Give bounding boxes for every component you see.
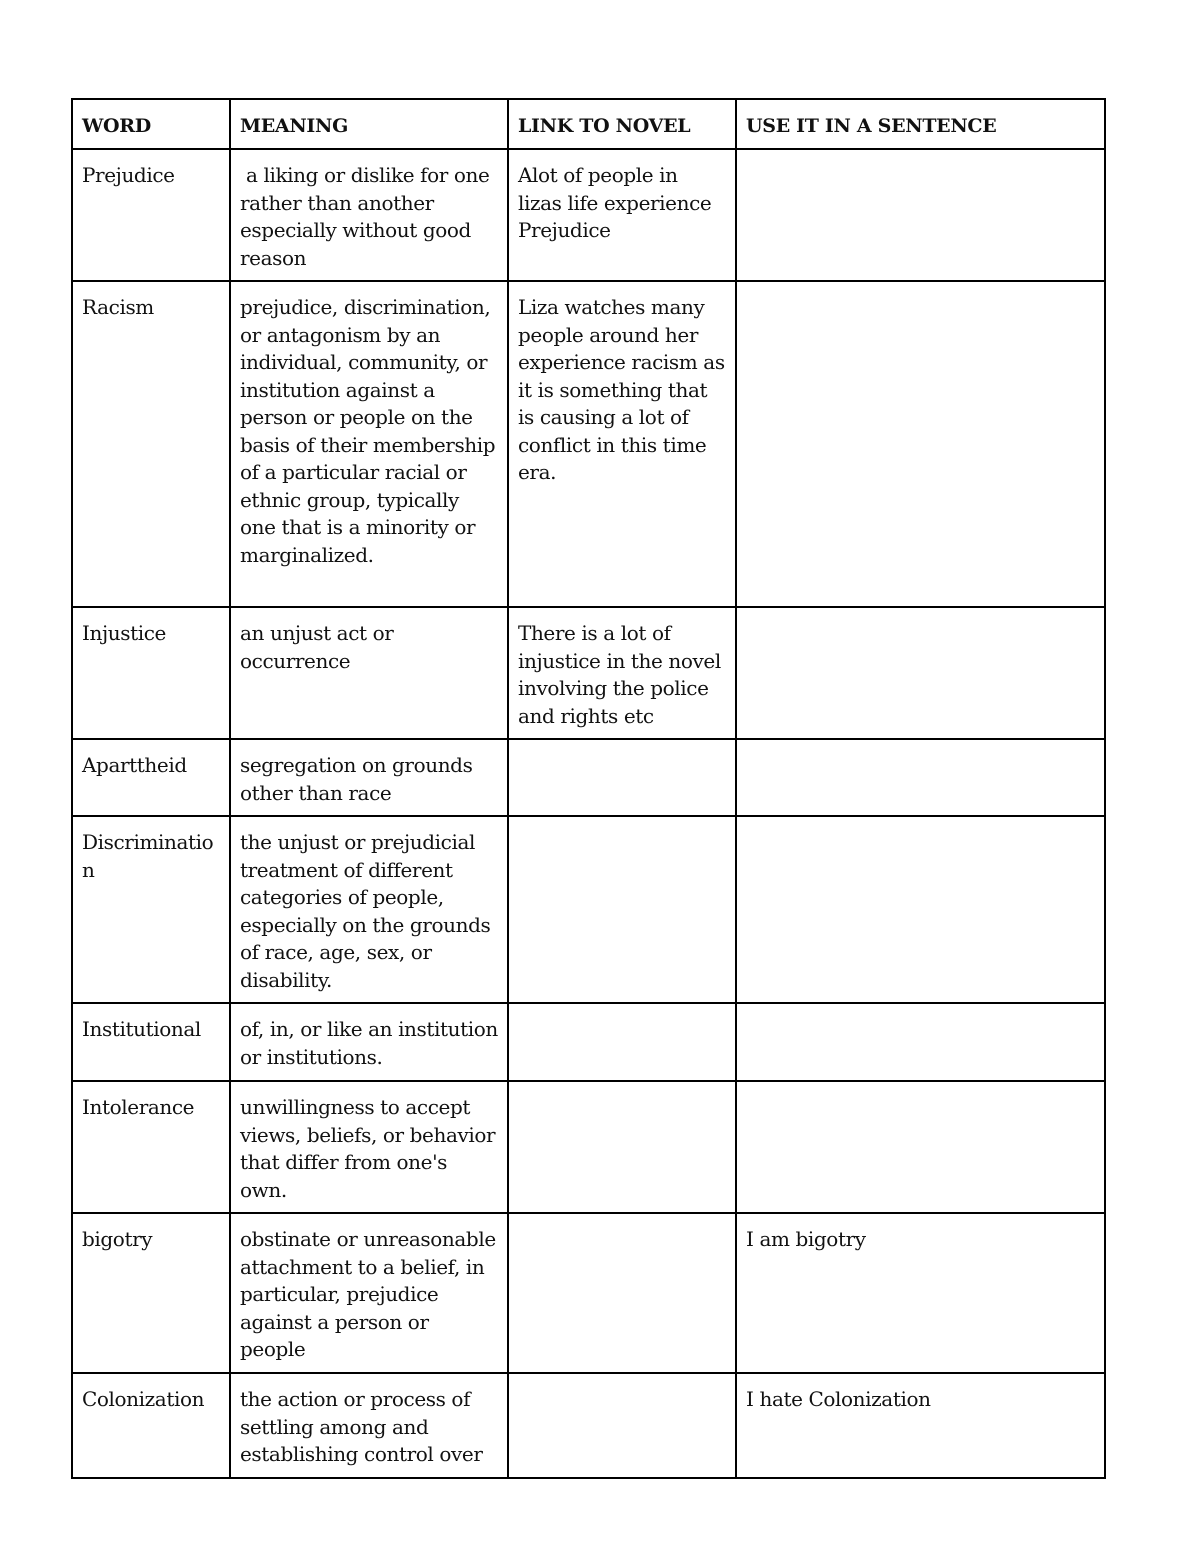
table-row [72, 607, 1105, 739]
link-cell: Alot of people in lizas life experience Prejudice [508, 149, 736, 281]
meaning-cell: a liking or dislike for one rather than another especially without good reason [230, 149, 508, 281]
link-cell [508, 1003, 736, 1081]
link-cell [508, 1081, 736, 1213]
word-cell: Injustice [72, 607, 230, 739]
table-row [72, 149, 1105, 281]
table-row [72, 1213, 1105, 1373]
sentence-cell [736, 816, 1105, 1003]
table-row [72, 739, 1105, 816]
table-header-row [72, 99, 1105, 149]
link-cell [508, 1213, 736, 1373]
header-link-to-novel: LINK TO NOVEL [508, 99, 736, 149]
meaning-cell: segregation on grounds other than race [230, 739, 508, 816]
table-row [72, 1003, 1105, 1081]
meaning-cell: the action or process of settling among and establishing control over [230, 1373, 508, 1478]
table-row [72, 1081, 1105, 1213]
vocabulary-table [71, 98, 1106, 1479]
sentence-cell: I am bigotry [736, 1213, 1105, 1373]
meaning-cell: unwillingness to accept views, beliefs, or behavior that differ from one's own. [230, 1081, 508, 1213]
link-cell [508, 816, 736, 1003]
sentence-cell: I hate Colonization [736, 1373, 1105, 1478]
word-cell: Discrimination [72, 816, 230, 1003]
link-cell: There is a lot of injustice in the novel involving the police and rights etc [508, 607, 736, 739]
sentence-cell [736, 281, 1105, 607]
table-row [72, 281, 1105, 607]
word-cell: Racism [72, 281, 230, 607]
sentence-cell [736, 149, 1105, 281]
word-cell: Aparttheid [72, 739, 230, 816]
meaning-cell: an unjust act or occurrence [230, 607, 508, 739]
table-row [72, 1373, 1105, 1478]
word-cell: bigotry [72, 1213, 230, 1373]
header-use-in-sentence: USE IT IN A SENTENCE [736, 99, 1105, 149]
meaning-cell: obstinate or unreasonable attachment to a belief, in particular, prejudice against a person or people [230, 1213, 508, 1373]
word-cell: Colonization [72, 1373, 230, 1478]
meaning-cell: of, in, or like an institution or institutions. [230, 1003, 508, 1081]
header-meaning: MEANING [230, 99, 508, 149]
table-row [72, 816, 1105, 1003]
word-cell: Institutional [72, 1003, 230, 1081]
sentence-cell [736, 739, 1105, 816]
meaning-cell: the unjust or prejudicial treatment of different categories of people, especially on the grounds of race, age, sex, or disability. [230, 816, 508, 1003]
sentence-cell [736, 607, 1105, 739]
link-cell [508, 1373, 736, 1478]
sentence-cell [736, 1003, 1105, 1081]
sentence-cell [736, 1081, 1105, 1213]
meaning-cell: prejudice, discrimination, or antagonism by an individual, community, or institution against a person or people on the basis of their membership of a particular racial or ethnic group, typically one that is a minority or marginalized. [230, 281, 508, 607]
link-cell [508, 739, 736, 816]
word-cell: Prejudice [72, 149, 230, 281]
header-word: WORD [72, 99, 230, 149]
word-cell: Intolerance [72, 1081, 230, 1213]
link-cell: Liza watches many people around her experience racism as it is something that is causing a lot of conflict in this time era. [508, 281, 736, 607]
